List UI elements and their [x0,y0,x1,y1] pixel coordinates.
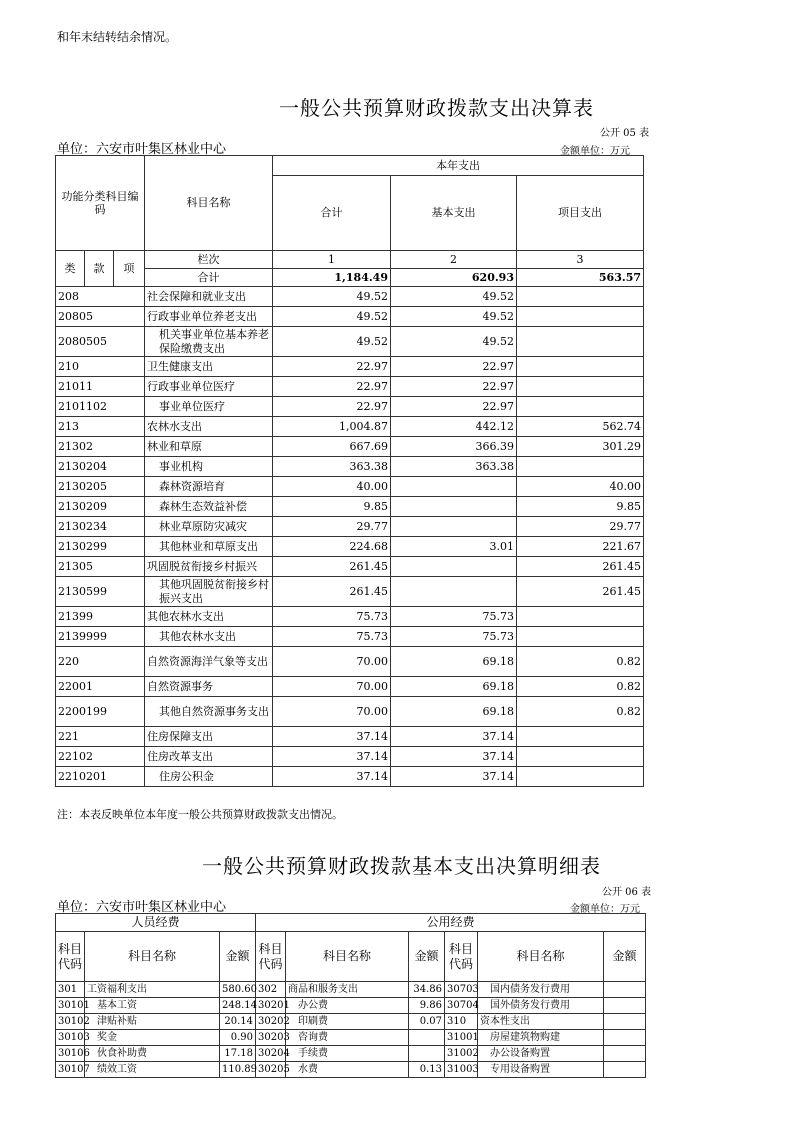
row-name: 森林资源培育 [145,477,273,497]
row-code: 208 [56,287,145,307]
row-name: 林业和草原 [145,437,273,457]
cell-a3 [604,1014,646,1030]
header-col1: 1 [273,251,391,269]
table1-title: 一般公共预算财政拨款支出决算表 [279,96,594,120]
row-code: 2101102 [56,397,145,417]
row-code: 21399 [56,607,145,627]
row-total: 37.14 [273,767,391,787]
table2-money-unit: 金额单位：万元 [570,904,640,915]
table-row [56,1014,646,1030]
row-total: 49.52 [273,287,391,307]
header-col2: 2 [391,251,517,269]
row-basic: 366.39 [391,437,517,457]
header-code-2: 科目代码 [256,932,286,982]
cell-a3 [604,1030,646,1046]
row-basic: 37.14 [391,767,517,787]
row-total: 70.00 [273,677,391,697]
row-basic: 22.97 [391,397,517,417]
row-total: 1,004.87 [273,417,391,437]
cell-a1: 110.89 [220,1062,256,1078]
sum-row-total: 1,184.49 [273,269,391,287]
row-name: 巩固脱贫衔接乡村振兴 [145,557,273,577]
header-name-2: 科目名称 [286,932,409,982]
row-name: 机关事业单位基本养老保险缴费支出 [145,327,273,357]
row-total: 9.85 [273,497,391,517]
row-total: 70.00 [273,697,391,727]
row-project: 261.45 [517,577,644,607]
row-name: 其他林业和草原支出 [145,537,273,557]
table-row [56,998,646,1014]
row-basic: 442.12 [391,417,517,437]
cell-n2: 手续费 [286,1046,409,1062]
header-subject-name: 科目名称 [145,156,273,251]
row-project [517,767,644,787]
table-row [56,982,646,998]
table-row [56,607,644,627]
row-project [517,607,644,627]
expenditure-table [55,155,644,787]
top-note: 和年末结转结余情况。 [57,30,178,44]
table-row [56,627,644,647]
table-row [56,327,644,357]
row-code: 213 [56,417,145,437]
row-name: 自然资源海洋气象等支出 [145,647,273,677]
table-row [56,767,644,787]
row-name: 住房改革支出 [145,747,273,767]
cell-n1: 津贴补贴 [85,1014,220,1030]
cell-c1: 30102 [56,1014,85,1030]
cell-n1: 奖金 [85,1030,220,1046]
row-project [517,287,644,307]
cell-a3 [604,1046,646,1062]
cell-n3: 国外债务发行费用 [478,998,604,1014]
row-total: 22.97 [273,357,391,377]
row-basic: 49.52 [391,307,517,327]
header-code-3: 科目代码 [445,932,478,982]
row-total: 22.97 [273,397,391,417]
cell-n3: 办公设备购置 [478,1046,604,1062]
row-name: 卫生健康支出 [145,357,273,377]
table-row [56,647,644,677]
header-name-3: 科目名称 [478,932,604,982]
cell-a3 [604,1062,646,1078]
row-total: 37.14 [273,727,391,747]
row-name: 其他自然资源事务支出 [145,697,273,727]
cell-n3: 国内债务发行费用 [478,982,604,998]
row-code: 2200199 [56,697,145,727]
cell-c2: 30204 [256,1046,286,1062]
row-project [517,727,644,747]
row-total: 75.73 [273,627,391,647]
table-row [56,417,644,437]
table2-unit: 单位：六安市叶集区林业中心 [57,900,227,915]
cell-n2: 水费 [286,1062,409,1078]
cell-a2 [409,1046,445,1062]
cell-a2: 0.13 [409,1062,445,1078]
header-code-1: 科目代码 [56,932,85,982]
header-xiang: 项 [114,251,145,287]
row-project: 221.67 [517,537,644,557]
header-personnel: 人员经费 [56,914,256,932]
table-row [56,697,644,727]
table-row [56,517,644,537]
header-lanci: 栏次 [145,251,273,269]
cell-a2: 34.86 [409,982,445,998]
row-code: 21011 [56,377,145,397]
header-kuan: 款 [85,251,114,287]
table2-code: 公开 06 表 [602,887,652,898]
row-project [517,747,644,767]
row-total: 363.38 [273,457,391,477]
row-name: 其他巩固脱贫衔接乡村振兴支出 [145,577,273,607]
cell-n2: 商品和服务支出 [286,982,409,998]
row-name: 住房保障支出 [145,727,273,747]
row-code: 2130234 [56,517,145,537]
row-basic: 37.14 [391,727,517,747]
row-project: 40.00 [517,477,644,497]
row-code: 210 [56,357,145,377]
row-project [517,357,644,377]
row-basic [391,497,517,517]
table-row [56,377,644,397]
cell-a1: 580.60 [220,982,256,998]
cell-c2: 30205 [256,1062,286,1078]
row-code: 21305 [56,557,145,577]
row-code: 2130599 [56,577,145,607]
cell-a1: 17.18 [220,1046,256,1062]
row-name: 住房公积金 [145,767,273,787]
row-name: 事业单位医疗 [145,397,273,417]
cell-a2: 9.86 [409,998,445,1014]
table1-code: 公开 05 表 [600,128,650,139]
table-row [56,497,644,517]
cell-c2: 30203 [256,1030,286,1046]
table-row [56,477,644,497]
row-project: 562.74 [517,417,644,437]
row-name: 事业机构 [145,457,273,477]
header-amount-3: 金额 [604,932,646,982]
cell-a1: 0.90 [220,1030,256,1046]
header-basic: 基本支出 [391,176,517,251]
row-code: 22102 [56,747,145,767]
sum-row-project: 563.57 [517,269,644,287]
basic-expenditure-table [55,913,646,1078]
table-row [56,397,644,417]
cell-c1: 30103 [56,1030,85,1046]
row-project [517,457,644,477]
row-total: 70.00 [273,647,391,677]
header-public: 公用经费 [256,914,646,932]
row-basic: 69.18 [391,677,517,697]
table-row [56,1046,646,1062]
row-code: 21302 [56,437,145,457]
header-total: 合计 [273,176,391,251]
table1-note: 注：本表反映单位本年度一般公共预算财政拨款支出情况。 [57,808,343,821]
cell-c3: 31003 [445,1062,478,1078]
header-amount-1: 金额 [220,932,256,982]
row-project: 0.82 [517,647,644,677]
row-project: 0.82 [517,677,644,697]
cell-n2: 咨询费 [286,1030,409,1046]
row-code: 22001 [56,677,145,697]
cell-a3 [604,982,646,998]
cell-n3: 资本性支出 [478,1014,604,1030]
row-project [517,627,644,647]
cell-a2: 0.07 [409,1014,445,1030]
row-project: 29.77 [517,517,644,537]
row-basic: 37.14 [391,747,517,767]
row-project: 261.45 [517,557,644,577]
cell-c2: 30201 [256,998,286,1014]
row-basic [391,477,517,497]
cell-n1: 绩效工资 [85,1062,220,1078]
cell-n1: 伙食补助费 [85,1046,220,1062]
row-code: 2130299 [56,537,145,557]
row-code: 221 [56,727,145,747]
row-code: 20805 [56,307,145,327]
cell-a1: 248.14 [220,998,256,1014]
table-row [56,747,644,767]
header-func-code: 功能分类科目编码 [56,156,145,251]
row-code: 2130209 [56,497,145,517]
row-code: 2080505 [56,327,145,357]
row-basic: 49.52 [391,327,517,357]
cell-c3: 31002 [445,1046,478,1062]
header-amount-2: 金额 [409,932,445,982]
row-project: 9.85 [517,497,644,517]
cell-c1: 30106 [56,1046,85,1062]
row-project [517,327,644,357]
row-project [517,377,644,397]
header-name-1: 科目名称 [85,932,220,982]
cell-c3: 310 [445,1014,478,1030]
row-total: 75.73 [273,607,391,627]
cell-c1: 30101 [56,998,85,1014]
cell-n1: 基本工资 [85,998,220,1014]
header-project: 项目支出 [517,176,644,251]
header-lei: 类 [56,251,85,287]
table1-money-unit: 金额单位：万元 [560,146,630,157]
cell-c1: 301 [56,982,85,998]
row-basic: 69.18 [391,697,517,727]
table-row [56,1062,646,1078]
row-total: 49.52 [273,307,391,327]
table1-unit: 单位：六安市叶集区林业中心 [57,142,227,157]
table-row [56,307,644,327]
row-name: 其他农林水支出 [145,627,273,647]
row-name: 林业草原防灾减灾 [145,517,273,537]
row-basic [391,577,517,607]
cell-c1: 30107 [56,1062,85,1078]
row-total: 29.77 [273,517,391,537]
cell-n3: 专用设备购置 [478,1062,604,1078]
row-basic: 75.73 [391,627,517,647]
table-row [56,537,644,557]
table-row [56,1030,646,1046]
sum-row-basic: 620.93 [391,269,517,287]
row-total: 667.69 [273,437,391,457]
row-code: 220 [56,647,145,677]
table-row [56,357,644,377]
table-row [56,727,644,747]
row-code: 2130204 [56,457,145,477]
row-basic: 49.52 [391,287,517,307]
row-basic: 69.18 [391,647,517,677]
header-col3: 3 [517,251,644,269]
row-name: 其他农林水支出 [145,607,273,627]
cell-a2 [409,1030,445,1046]
cell-c2: 302 [256,982,286,998]
row-total: 37.14 [273,747,391,767]
row-basic: 22.97 [391,357,517,377]
row-total: 261.45 [273,557,391,577]
row-code: 2210201 [56,767,145,787]
table-row [56,557,644,577]
cell-n2: 办公费 [286,998,409,1014]
row-total: 224.68 [273,537,391,557]
row-basic: 363.38 [391,457,517,477]
row-name: 森林生态效益补偿 [145,497,273,517]
row-code: 2139999 [56,627,145,647]
table-row [56,577,644,607]
cell-n2: 印刷费 [286,1014,409,1030]
cell-a1: 20.14 [220,1014,256,1030]
row-basic [391,517,517,537]
cell-n3: 房屋建筑物购建 [478,1030,604,1046]
cell-c2: 30202 [256,1014,286,1030]
row-total: 49.52 [273,327,391,357]
sum-row-label: 合计 [145,269,273,287]
table-row [56,677,644,697]
row-code: 2130205 [56,477,145,497]
row-total: 22.97 [273,377,391,397]
row-basic: 22.97 [391,377,517,397]
row-project [517,397,644,417]
row-name: 行政事业单位医疗 [145,377,273,397]
row-name: 行政事业单位养老支出 [145,307,273,327]
row-basic: 75.73 [391,607,517,627]
row-project [517,307,644,327]
row-total: 40.00 [273,477,391,497]
table2-title: 一般公共预算财政拨款基本支出决算明细表 [202,854,601,878]
row-project: 301.29 [517,437,644,457]
row-basic: 3.01 [391,537,517,557]
cell-c3: 31001 [445,1030,478,1046]
row-name: 自然资源事务 [145,677,273,697]
cell-c3: 30704 [445,998,478,1014]
row-name: 社会保障和就业支出 [145,287,273,307]
table-row [56,287,644,307]
row-basic [391,557,517,577]
cell-c3: 30703 [445,982,478,998]
table-row [56,457,644,477]
row-total: 261.45 [273,577,391,607]
cell-n1: 工资福利支出 [85,982,220,998]
table-row [56,437,644,457]
row-name: 农林水支出 [145,417,273,437]
header-current-year: 本年支出 [273,156,644,176]
row-project: 0.82 [517,697,644,727]
cell-a3 [604,998,646,1014]
